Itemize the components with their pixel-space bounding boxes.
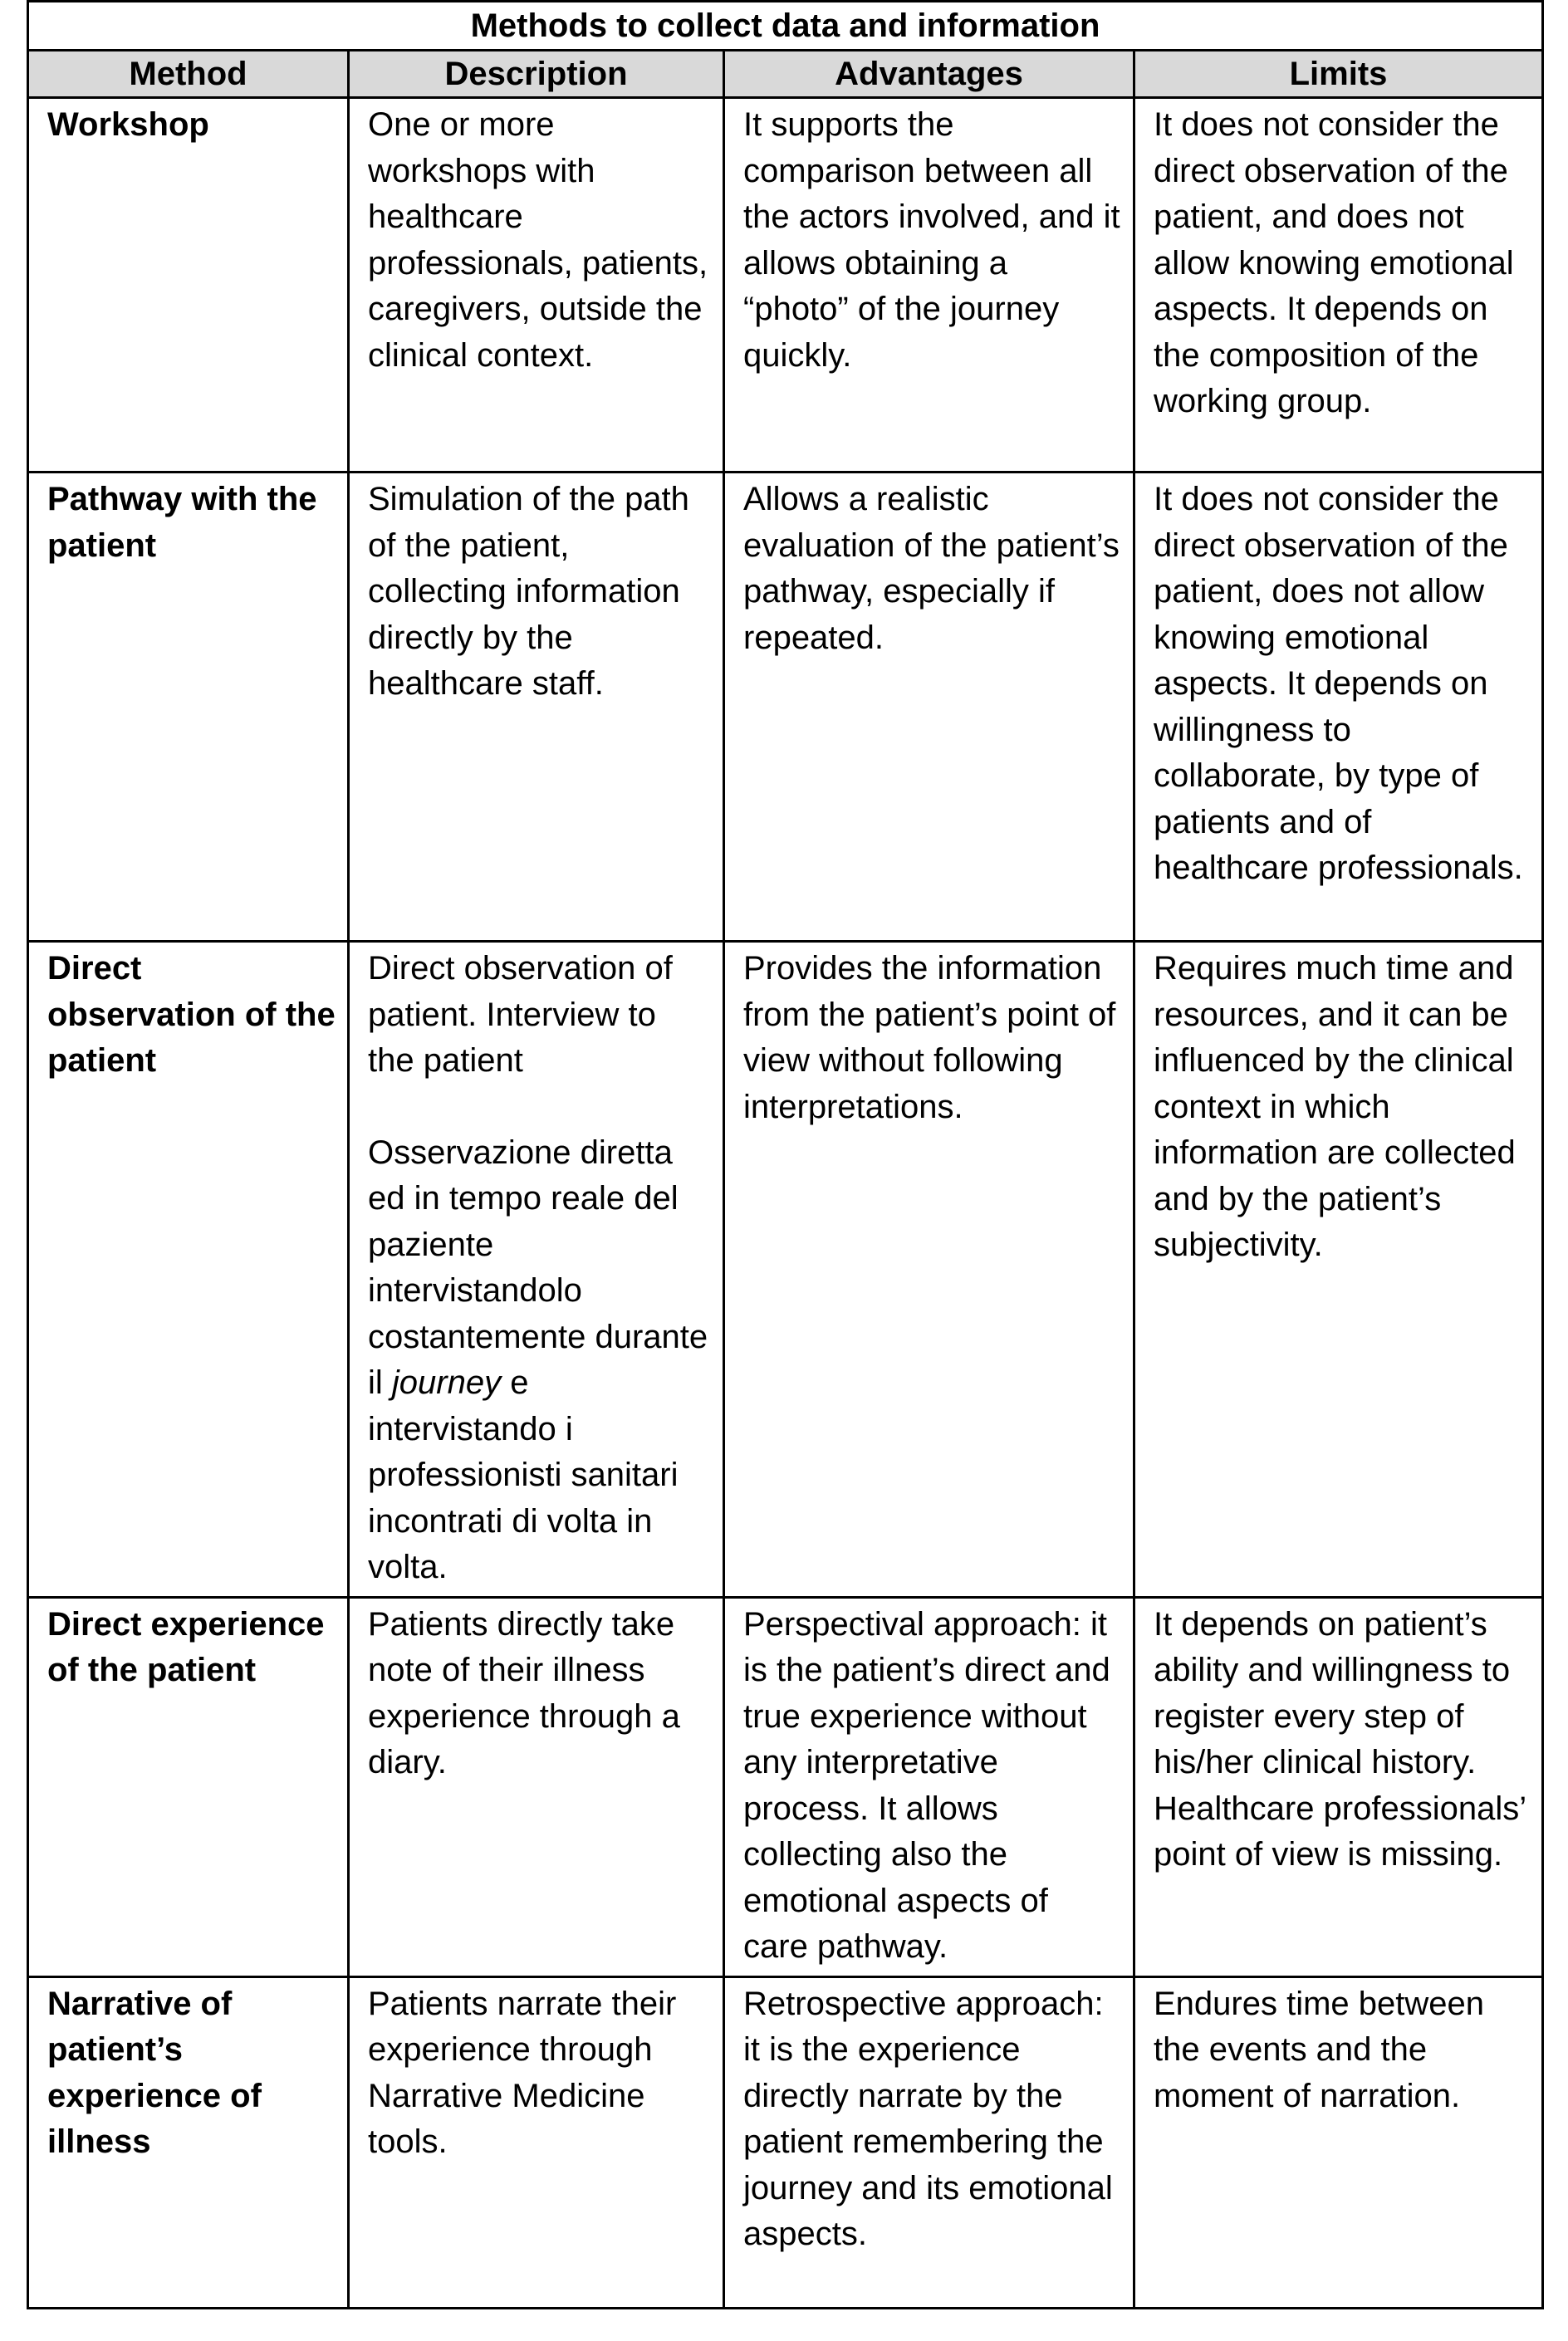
table-header-row bbox=[28, 51, 1543, 98]
limits-cell: It does not consider the direct observation of the patient, does not allow knowing emotional aspects. It depends on willingness to collaborate, by type of patients and of healthcare professionals. bbox=[1134, 473, 1543, 942]
method-cell: Narrative of patient’s experience of illness bbox=[28, 1976, 349, 2308]
column-header-method: Method bbox=[28, 51, 349, 98]
method-cell: Workshop bbox=[28, 98, 349, 473]
method-cell: Direct observation of the patient bbox=[28, 942, 349, 1598]
description-cell: Patients directly take note of their illness experience through a diary. bbox=[349, 1597, 724, 1976]
limits-cell: It depends on patient’s ability and willingness to register every step of his/her clinical history. Healthcare professionals’ point of view is missing. bbox=[1134, 1597, 1543, 1976]
limits-cell: It does not consider the direct observation of the patient, and does not allow knowing emotional aspects. It depends on the composition of the working group. bbox=[1134, 98, 1543, 473]
description-italian-part-2: e intervistando i professionisti sanitari incontrati di volta in volta. bbox=[368, 1364, 679, 1585]
column-header-limits: Limits bbox=[1134, 51, 1543, 98]
table-title-row bbox=[28, 2, 1543, 51]
description-english: Direct observation of patient. Interview to the patient bbox=[368, 950, 673, 1079]
advantages-cell: Provides the information from the patient’s point of view without following interpretations. bbox=[724, 942, 1134, 1598]
description-italian-part-1: Osservazione diretta ed in tempo reale del paziente intervistandolo costantemente durante il bbox=[368, 1134, 708, 1401]
description-cell: Patients narrate their experience through Narrative Medicine tools. bbox=[349, 1976, 724, 2308]
limits-cell: Requires much time and resources, and it can be influenced by the clinical context in which information are collected and by the patient’s subjectivity. bbox=[1134, 942, 1543, 1598]
methods-table-container bbox=[27, 0, 1541, 2309]
column-header-description: Description bbox=[349, 51, 724, 98]
description-cell bbox=[349, 942, 724, 1598]
advantages-cell: It supports the comparison between all the actors involved, and it allows obtaining a “photo” of the journey quickly. bbox=[724, 98, 1134, 473]
table-row bbox=[28, 1976, 1543, 2308]
method-cell: Pathway with the patient bbox=[28, 473, 349, 942]
table-row bbox=[28, 1597, 1543, 1976]
limits-cell: Endures time between the events and the moment of narration. bbox=[1134, 1976, 1543, 2308]
table-row bbox=[28, 98, 1543, 473]
advantages-cell: Allows a realistic evaluation of the patient’s pathway, especially if repeated. bbox=[724, 473, 1134, 942]
methods-table bbox=[27, 0, 1544, 2309]
table-row bbox=[28, 473, 1543, 942]
table-title: Methods to collect data and information bbox=[28, 2, 1543, 51]
description-cell: One or more workshops with healthcare professionals, patients, caregivers, outside the clinical context. bbox=[349, 98, 724, 473]
description-italian-emphasis: journey bbox=[391, 1364, 502, 1401]
description-cell: Simulation of the path of the patient, collecting information directly by the healthcare staff. bbox=[349, 473, 724, 942]
column-header-advantages: Advantages bbox=[724, 51, 1134, 98]
advantages-cell: Retrospective approach: it is the experience directly narrate by the patient remembering the journey and its emotional aspects. bbox=[724, 1976, 1134, 2308]
method-cell: Direct experience of the patient bbox=[28, 1597, 349, 1976]
advantages-cell: Perspectival approach: it is the patient’s direct and true experience without any interpretative process. It allows collecting also the emotional aspects of care pathway. bbox=[724, 1597, 1134, 1976]
paragraph-gap bbox=[368, 1085, 711, 1130]
table-row bbox=[28, 942, 1543, 1598]
